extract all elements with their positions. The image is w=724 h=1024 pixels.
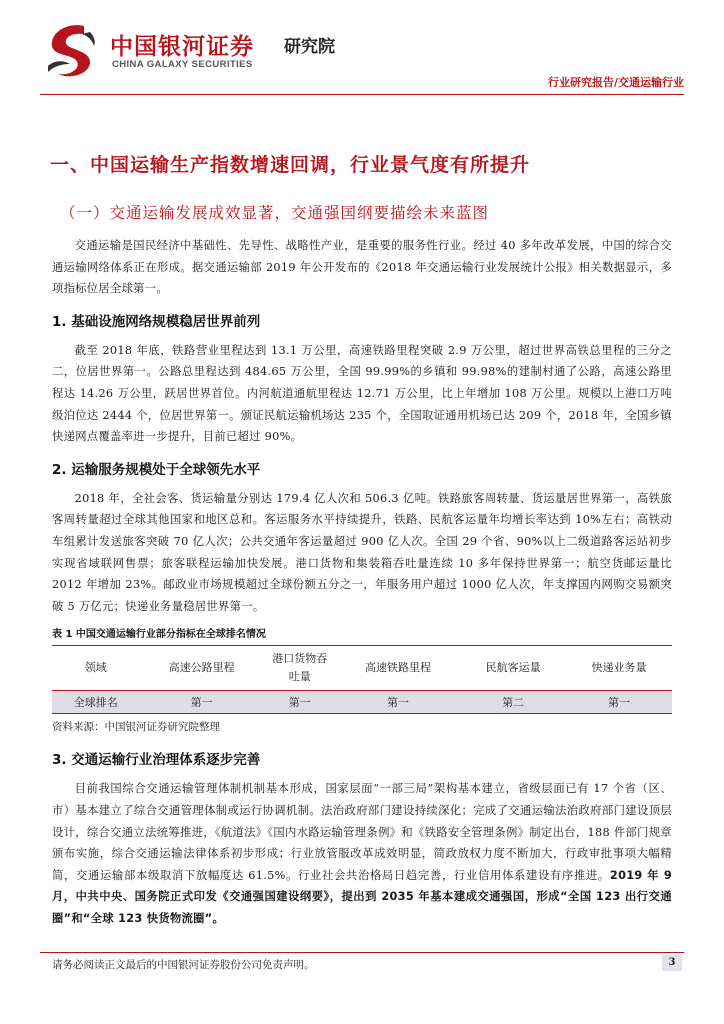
main-content [52,150,672,937]
paragraph-body-text: 目前我国综合交通运输管理体制机制基本形成，国家层面“一部三局”架构基本建立，省级层面已有 17 个省（区、市）基本建立了综合交通管理体制或运行协调机制。法治政府部门建设持续深化；完成了交通运输法治政府部门建设顶层设计，综合交通立法统筹推进，《航道法》《国内水路运输管理条例》和《铁路安全管理条例》制定出台，188 件部门规章颁布实施，综合交通运输法律体系初步形成；行业放管服改革成效明显，简政放权力度不断加大，行政审批事项大幅精简，交通运输部本级取消下放幅度达 61.5%。行业社会共治格局日趋完善，行业信用体系建设有序推进。 [52,782,672,882]
report-category: 行业研究报告/交通运输行业 [547,76,684,89]
table-header-cell: 港口货物吞吐量 [264,646,336,691]
subsection-heading-1: 1. 基础设施网络规模稳居世界前列 [52,313,261,330]
table-cell: 第一 [264,691,336,714]
brand-name-cn: 中国银河证券 [110,34,254,60]
subsection-paragraph-1: 截至 2018 年底，铁路营业里程达到 13.1 万公里，高速铁路里程突破 2.9 万公里，超过世界高铁总里程的三分之二，位居世界第一。公路总里程达到 484.65 万公里，全国 99.99%的乡镇和 99.98%的建制村通了公路，高速公路里程达 14.26 万公里，跃居世界首位。内河航道通航里程达 12.71 万公里，比上年增加 108 万公里。规模以上港口万吨级泊位达 2444 个，位居世界第一。颁证民航运输机场达 235 个，全国取证通用机场已达 209 个，2018 年，全国乡镇快递网点覆盖率进一步提升，目前已超过 90%。 [52,343,672,444]
section-title: 一、中国运输生产指数增速回调，行业景气度有所提升 [50,154,531,176]
page-number: 3 [662,955,682,971]
table-header-row [52,646,672,691]
section-subtitle: （一）交通运输发展成效显著，交通强国纲要描绘未来蓝图 [60,204,490,222]
table-row [52,691,672,714]
intro-paragraph: 交通运输是国民经济中基础性、先导性、战略性产业，是重要的服务性行业。经过 40 多年改革发展，中国的综合交通运输网络体系正在形成。据交通运输部 2019 年公开发布的《2018 年交通运输行业发展统计公报》相关数据显示，多项指标位居全球第一。 [52,239,672,296]
brand-name-en: CHINA GALAXY SECURITIES [112,59,253,70]
table-header-cell: 领域 [52,646,139,691]
disclaimer-note: 请务必阅读正文最后的中国银河证券股份公司免责声明。 [52,959,315,971]
table-cell: 第一 [336,691,460,714]
table-header-cell: 高速公路里程 [139,646,263,691]
subsection-paragraph-2: 2018 年，全社会客、货运输量分别达 179.4 亿人次和 506.3 亿吨。铁路旅客周转量、货运量居世界第一，高铁旅客周转量超过全球其他国家和地区总和。客运服务水平持续提升，铁路、民航客运量年均增长率达到 10%左右；高铁动车组累计发送旅客突破 70 亿人次；公共交通年客运量超过 900 亿人次。全国 29 个省、90%以上二级道路客运站初步实现省域联网售票；旅客联程运输加快发展。港口货物和集装箱吞吐量连续 10 多年保持世界第一；航空货邮运量比 2012 年增加 23%。邮政业市场规模超过全球份额五分之一，年服务用户超过 1000 亿人次，年支撑国内网购交易额突破 5 万亿元；快递业务量稳居世界第一。 [52,491,672,613]
table-header-cell: 民航客运量 [460,646,566,691]
subsection-heading-2: 2. 运输服务规模处于全球领先水平 [52,461,261,478]
table-cell: 第二 [460,691,566,714]
institute-label: 研究院 [284,37,335,57]
subsection-paragraph-3 [52,778,672,929]
table-cell: 第一 [139,691,263,714]
table-source: 资料来源：中国银河证券研究院整理 [52,721,220,734]
subsection-heading-3: 3. 交通运输行业治理体系逐步完善 [52,752,261,769]
emphasis-text: 2019 年 9 月，中共中央、国务院正式印发《交通强国建设纲要》，提出到 2035 年基本建成交通强国，形成“全国 123 出行交通圈”和“全球 123 快货物流圈”。 [52,868,672,925]
table-header-cell: 快递业务量 [566,646,672,691]
table-cell: 第一 [566,691,672,714]
table-title: 表 1 中国交通运输行业部分指标在全球排名情况 [52,629,266,641]
galaxy-logo-icon [40,20,102,80]
table-cell-label: 全球排名 [52,691,139,714]
header-divider [40,94,684,95]
ranking-table [52,645,672,714]
footer-divider [40,952,684,953]
page-header [40,14,684,94]
table-header-cell: 高速铁路里程 [336,646,460,691]
